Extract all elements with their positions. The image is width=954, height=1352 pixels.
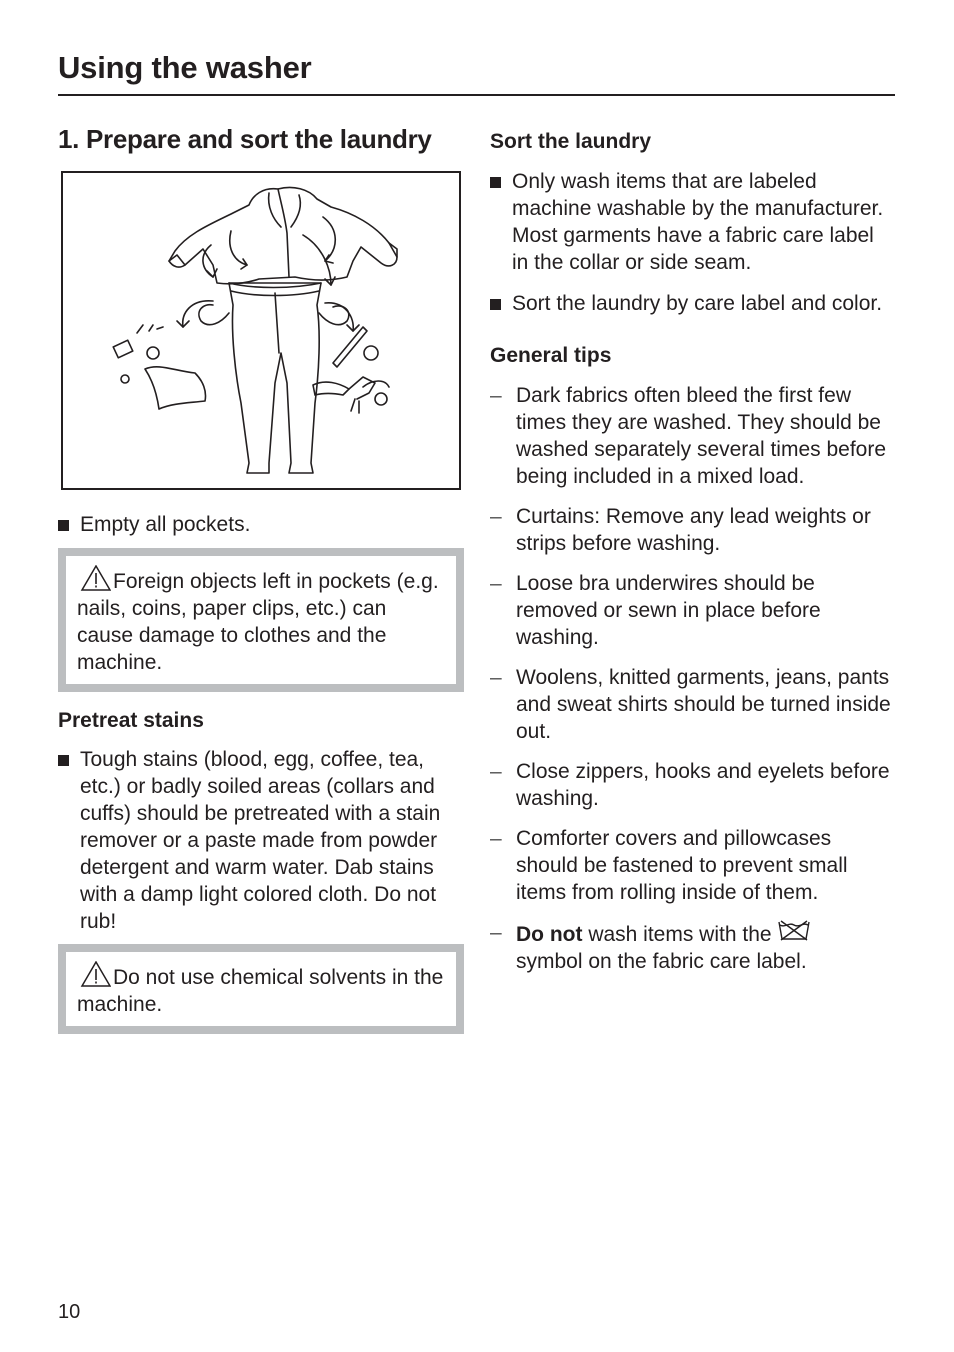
warning-box-solvents <box>58 944 464 1034</box>
warning-triangle-icon <box>77 961 111 987</box>
clothing-drawing <box>63 173 459 488</box>
do-not-wash-icon <box>777 919 811 943</box>
page-number: 10 <box>58 1301 81 1323</box>
list-item: – Curtains: Remove any lead weights or strips before washing. <box>490 505 871 555</box>
list-item-text: Empty all pockets. <box>80 513 251 536</box>
list-item-text: wash items with the <box>582 923 778 946</box>
warning-message: Do not use chemical solvents in the machine. <box>77 966 444 1016</box>
list-item-text: Woolens, knitted garments, jeans, pants and sweat shirts should be turned inside out. <box>516 666 891 743</box>
emphasis-text: Do not <box>516 923 583 946</box>
bullet-square-icon <box>490 299 501 310</box>
list-item-text: Loose bra underwires should be removed or sewn in place before washing. <box>516 572 821 649</box>
bullet-square-icon <box>58 520 69 531</box>
pockets-list <box>58 511 464 538</box>
list-item-text: Only wash items that are labeled machine washable by the manufacturer. Most garments have a fabric care label in the collar or side seam. <box>512 170 884 274</box>
list-item <box>58 746 464 935</box>
list-item <box>490 168 895 276</box>
warning-message: Foreign objects left in pockets (e.g. nails, coins, paper clips, etc.) can cause damage to clothes and the machine. <box>77 570 439 674</box>
list-item: – Loose bra underwires should be removed or sewn in place before washing. <box>490 572 821 649</box>
list-item <box>490 290 895 317</box>
list-item-text: Tough stains (blood, egg, coffee, tea, etc.) or badly soiled areas (collars and cuffs) should be pretreated with a stain remover or a paste made from powder detergent and warm water. Dab stains with a damp light colored cloth. Do not rub! <box>80 748 441 933</box>
list-item: – Woolens, knitted garments, jeans, pants and sweat shirts should be turned inside out. <box>490 666 891 743</box>
bullet-square-icon <box>490 177 501 188</box>
left-column <box>58 124 464 1034</box>
list-item-text: symbol on the fabric care label. <box>516 950 807 973</box>
page-title: Using the washer <box>58 50 312 85</box>
pretreat-heading: Pretreat stains <box>58 709 204 732</box>
list-item <box>58 511 464 538</box>
list-item: – Close zippers, hooks and eyelets before washing. <box>490 760 890 810</box>
sort-list <box>490 168 895 317</box>
section-title: 1. Prepare and sort the laundry <box>58 124 432 154</box>
list-item: – Comforter covers and pillowcases should be fastened to prevent small items from rolling inside of them. <box>490 827 848 904</box>
right-column <box>490 130 895 975</box>
laundry-illustration <box>61 171 461 490</box>
warning-text <box>77 961 444 1018</box>
list-item-text: Comforter covers and pillowcases should be fastened to prevent small items from rolling inside of them. <box>516 827 848 904</box>
list-item-text: Sort the laundry by care label and color. <box>512 292 883 315</box>
sort-heading: Sort the laundry <box>490 130 652 153</box>
bullet-square-icon <box>58 755 69 766</box>
warning-triangle-icon <box>77 565 111 591</box>
page-header <box>58 50 895 96</box>
list-item: – Do not wash items with the symbol on the fabric care label. <box>490 919 895 975</box>
list-item-text: Curtains: Remove any lead weights or strips before washing. <box>516 505 871 555</box>
tips-heading: General tips <box>490 344 612 367</box>
list-item-text: Close zippers, hooks and eyelets before washing. <box>516 760 890 810</box>
tips-list <box>490 382 895 975</box>
list-item-text: Dark fabrics often bleed the first few times they are washed. They should be washed separately several times before being included in a mixed load. <box>516 384 887 488</box>
list-item: – Dark fabrics often bleed the first few times they are washed. They should be washed separately several times before being included in a mixed load. <box>490 384 887 488</box>
warning-text <box>77 565 444 676</box>
pretreat-list <box>58 746 464 935</box>
warning-box-pockets <box>58 548 464 692</box>
